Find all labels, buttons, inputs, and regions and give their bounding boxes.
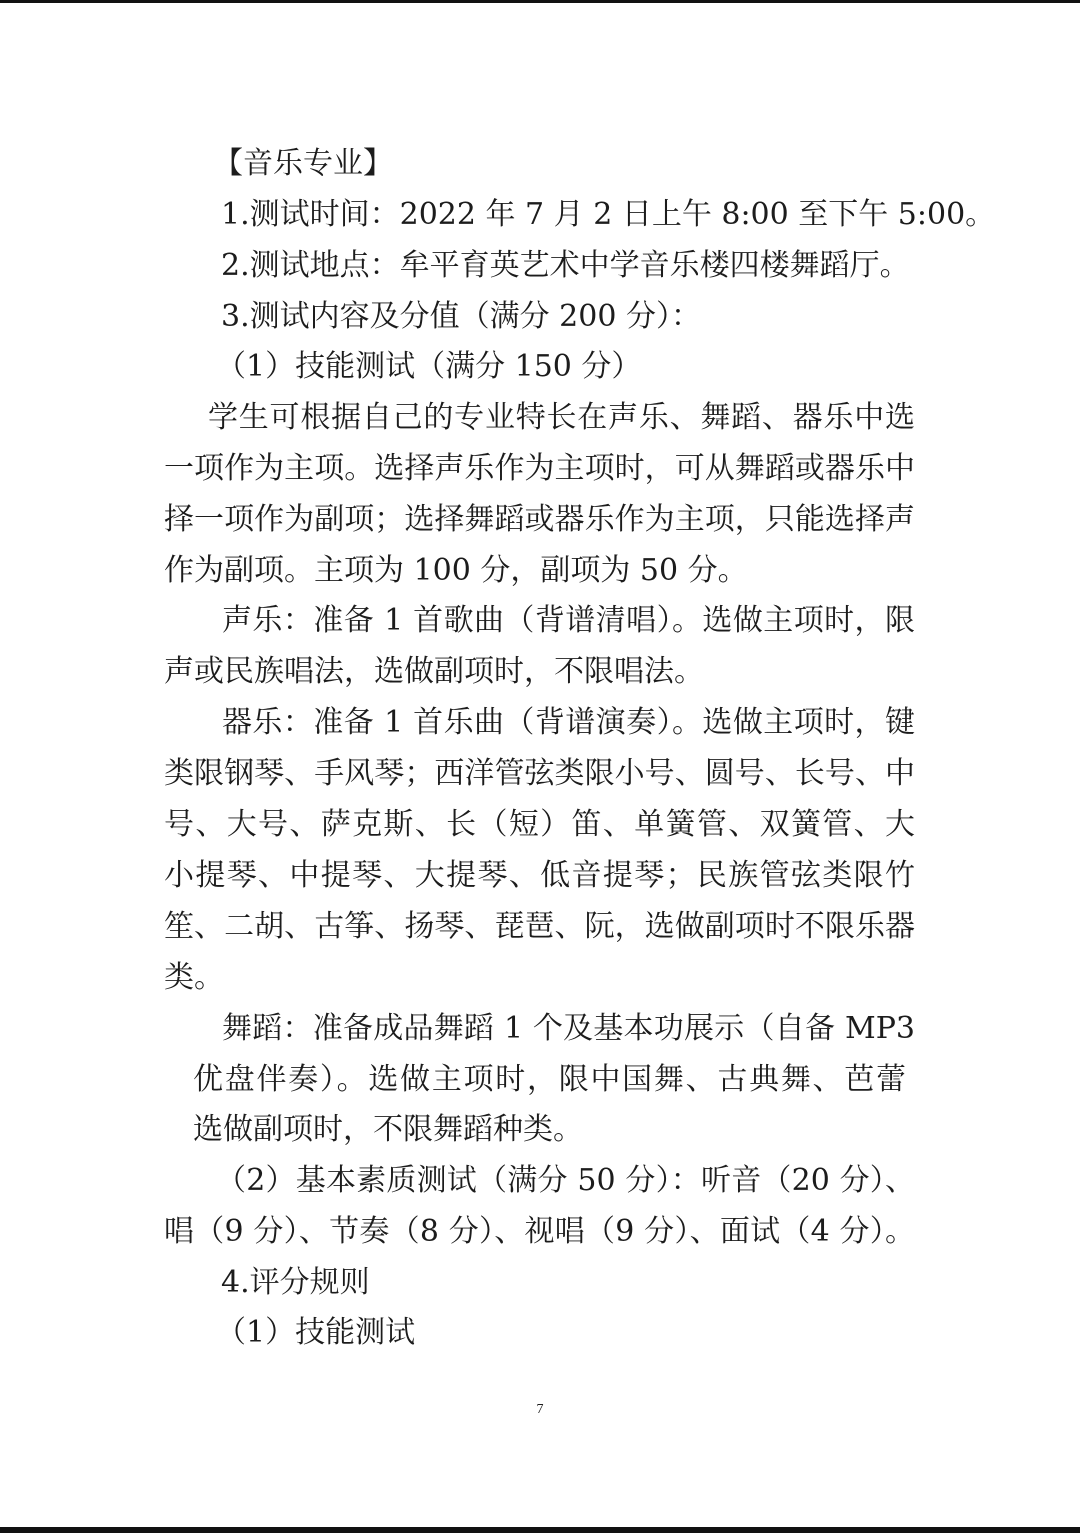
- page-bottom-edge: [0, 1527, 1080, 1533]
- vocal-paragraph-line: 声或民族唱法，选做副项时，不限唱法。: [164, 654, 704, 689]
- paragraph-line: 作为副项。主项为 100 分，副项为 50 分。: [164, 553, 748, 588]
- dance-paragraph-line: 选做副项时，不限舞蹈种类。: [193, 1112, 583, 1147]
- basic-test-line: 唱（9 分）、节奏（8 分）、视唱（9 分）、面试（4 分）。: [164, 1214, 915, 1249]
- paragraph-line: 择一项作为副项；选择舞蹈或器乐作为主项，只能选择声: [164, 502, 915, 537]
- instrument-paragraph-line: 类限钢琴、手风琴；西洋管弦类限小号、圆号、长号、中: [164, 756, 915, 791]
- instrument-paragraph-line: 器乐：准备 1 首乐曲（背谱演奏）。选做主项时，键: [222, 705, 915, 740]
- page-number: 7: [536, 1402, 544, 1417]
- basic-test-line: （2）基本素质测试（满分 50 分）：听音（20 分）、: [216, 1163, 915, 1198]
- instrument-paragraph-line: 笙、二胡、古筝、扬琴、琵琶、阮，选做副项时不限乐器: [164, 909, 915, 944]
- item-test-content: 3.测试内容及分值（满分 200 分）：: [221, 299, 701, 334]
- item-test-time: 1.测试时间：2022 年 7 月 2 日上午 8:00 至下午 5:00。: [221, 197, 996, 232]
- page-top-edge: [0, 0, 1080, 3]
- dance-paragraph-line: 优盘伴奏）。选做主项时，限中国舞、古典舞、芭蕾: [193, 1062, 906, 1097]
- instrument-paragraph-line: 号、大号、萨克斯、长（短）笛、单簧管、双簧管、大: [164, 807, 915, 842]
- instrument-paragraph-line: 小提琴、中提琴、大提琴、低音提琴；民族管弦类限竹: [164, 858, 915, 893]
- instrument-paragraph-line: 类。: [164, 960, 224, 995]
- scoring-rules-heading: 4.评分规则: [221, 1265, 370, 1300]
- section-title: 【音乐专业】: [213, 146, 393, 181]
- skill-test-heading: （1）技能测试（满分 150 分）: [216, 349, 642, 384]
- item-test-place: 2.测试地点：牟平育英艺术中学音乐楼四楼舞蹈厅。: [221, 248, 910, 283]
- paragraph-line: 学生可根据自己的专业特长在声乐、舞蹈、器乐中选: [208, 400, 915, 435]
- scoring-skill-heading: （1）技能测试: [216, 1315, 416, 1350]
- dance-paragraph-line: 舞蹈：准备成品舞蹈 1 个及基本功展示（自备 MP3: [222, 1011, 915, 1046]
- vocal-paragraph-line: 声乐：准备 1 首歌曲（背谱清唱）。选做主项时，限: [222, 603, 915, 638]
- paragraph-line: 一项作为主项。选择声乐作为主项时，可从舞蹈或器乐中: [164, 451, 915, 486]
